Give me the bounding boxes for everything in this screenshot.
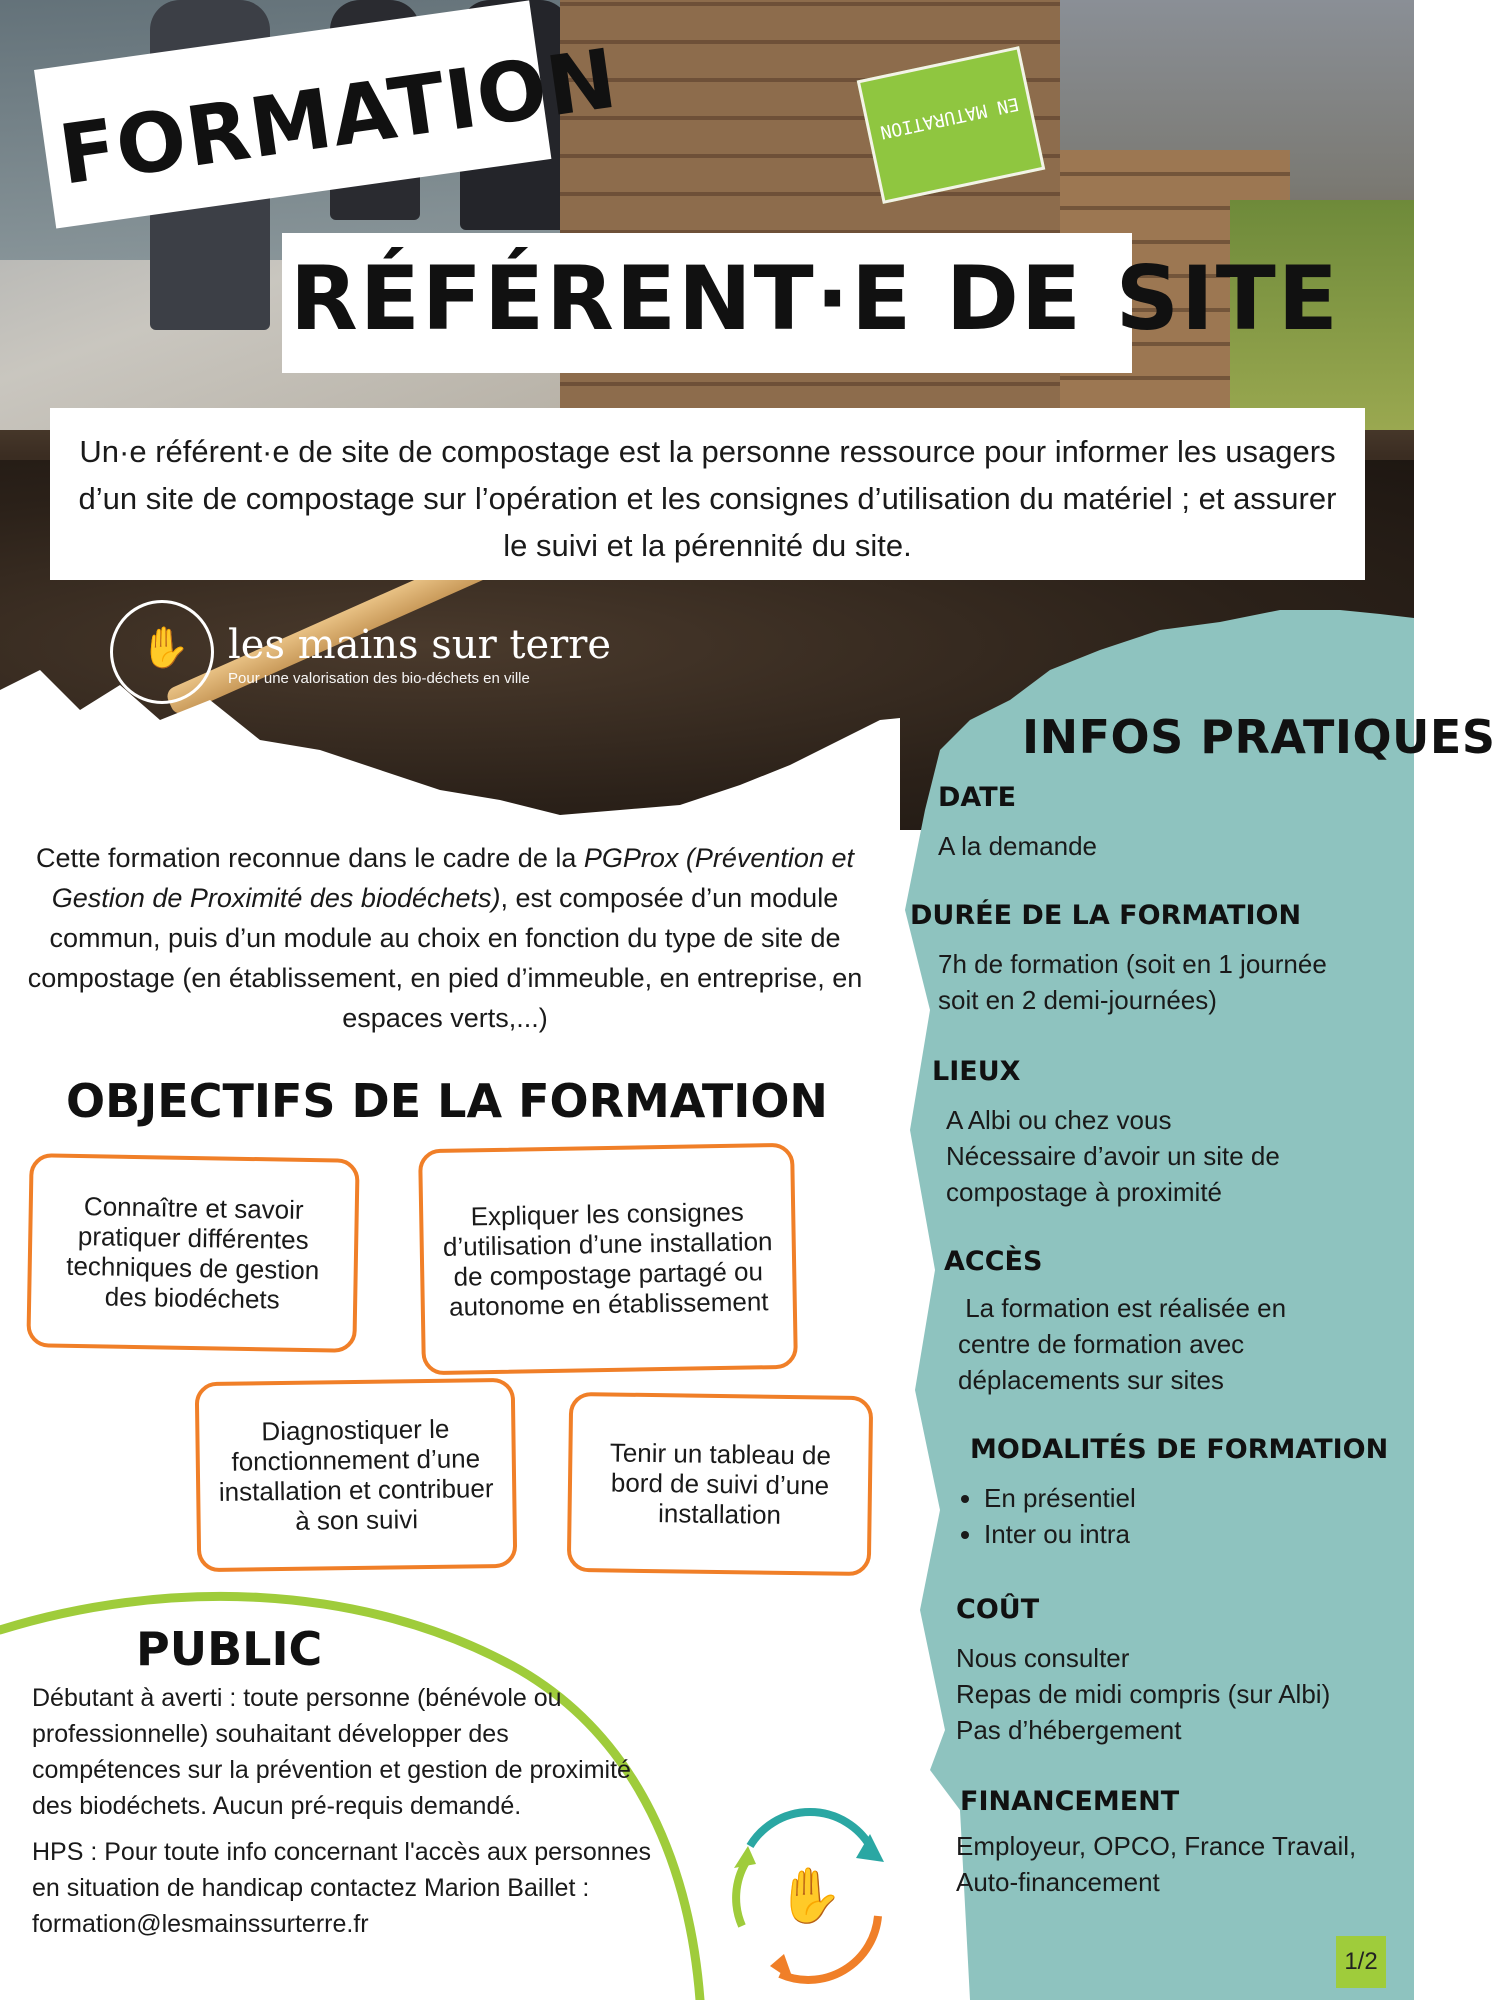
- description-part-2: , est composée d’un module commun, puis d’un module au choix en fonction du type de site de compostage (en établissement, en pied d’immeuble, en entreprise, en espaces verts,...): [27, 883, 863, 1033]
- objective-card: [418, 1143, 798, 1376]
- title-referent-box: [282, 233, 1340, 373]
- modalites-item: • En présentiel: [984, 1480, 1136, 1516]
- public-text-block: [32, 1680, 652, 1952]
- lieux-label: LIEUX: [932, 1056, 1021, 1087]
- modalites-item: • Inter ou intra: [984, 1516, 1136, 1552]
- cout-line-2: Repas de midi compris (sur Albi): [956, 1679, 1331, 1709]
- public-title: PUBLIC: [136, 1622, 323, 1676]
- duree-line-2: soit en 2 demi-journées): [938, 985, 1217, 1015]
- organization-logo: [110, 600, 630, 710]
- description-italic: PGProx (Prévention et Gestion de Proximité des biodéchets): [51, 843, 854, 913]
- objective-card: [26, 1153, 359, 1353]
- date-value: A la demande: [938, 831, 1098, 861]
- cout-line-1: Nous consulter: [956, 1643, 1130, 1673]
- financement-label: FINANCEMENT: [960, 1786, 1180, 1817]
- hands-icon: ✋: [140, 625, 190, 671]
- intro-text: Un·e référent·e de site de compostage est la personne ressource pour informer les usagers d’un site de compostage sur l’opération et les consignes d’utilisation du matériel ; et assurer le suivi et la pérennité du site.: [50, 408, 1365, 580]
- date-label: DATE: [938, 782, 1017, 813]
- objective-text: Expliquer les consignes d’utilisation d’une installation de compostage partagé ou autonome en établissement: [442, 1196, 773, 1322]
- logo-tagline: Pour une valorisation des bio-déchets en ville: [228, 670, 530, 687]
- recycling-hands-icon: [720, 1806, 900, 1986]
- cout-line-3: Pas d’hébergement: [956, 1715, 1182, 1745]
- svg-text:✋: ✋: [776, 1864, 844, 1927]
- title-referent: RÉFÉRENT·E DE SITE: [290, 247, 1340, 350]
- objective-card: [567, 1392, 873, 1576]
- description-part-1: Cette formation reconnue dans le cadre de la: [36, 843, 584, 873]
- logo-name: les mains sur terre: [228, 622, 612, 668]
- photo-sign: EN MATURATION: [857, 46, 1046, 204]
- lieux-line-1: A Albi ou chez vous: [946, 1105, 1172, 1135]
- acces-line-1: La formation est réalisée en: [958, 1293, 1287, 1323]
- lieux-line-3: compostage à proximité: [946, 1177, 1223, 1207]
- financement-line-2: Auto-financement: [956, 1867, 1160, 1897]
- objective-card: [195, 1378, 518, 1572]
- modalites-list: [954, 1480, 1136, 1552]
- public-description: Débutant à averti : toute personne (bénévole ou professionnelle) souhaitant développer des compétences sur la prévention et gestion de proximité des biodéchets. Aucun pré-requis demandé.: [32, 1684, 631, 1820]
- infos-panel: [900, 610, 1495, 2000]
- cout-label: COÛT: [956, 1594, 1040, 1625]
- acces-line-2: centre de formation avec: [958, 1329, 1245, 1359]
- objective-text: Tenir un tableau de bord de suivi d’une installation: [609, 1437, 832, 1530]
- lieux-line-2: Nécessaire d’avoir un site de: [946, 1141, 1280, 1171]
- financement-line-1: Employeur, OPCO, France Travail,: [956, 1831, 1357, 1861]
- objectives-title: OBJECTIFS DE LA FORMATION: [66, 1074, 828, 1128]
- title-formation: FORMATION: [53, 31, 623, 204]
- duree-line-1: 7h de formation (soit en 1 journée: [938, 949, 1327, 979]
- page-number-badge: 1/2: [1336, 1936, 1386, 1988]
- duree-label: DURÉE DE LA FORMATION: [910, 900, 1302, 931]
- objective-text: Diagnostiquer le fonctionnement d’une installation et contribuer à son suivi: [218, 1413, 494, 1536]
- modalites-label: MODALITÉS DE FORMATION: [970, 1434, 1389, 1465]
- public-hps: HPS : Pour toute info concernant l'accès aux personnes en situation de handicap contactez Marion Baillet : formation@lesmainssurterre.fr: [32, 1838, 652, 1938]
- acces-label: ACCÈS: [944, 1246, 1043, 1277]
- objective-text: Connaître et savoir pratiquer différentes techniques de gestion des biodéchets: [66, 1191, 320, 1315]
- infos-title: INFOS PRATIQUES: [1022, 710, 1495, 764]
- formation-description: [14, 838, 876, 1038]
- acces-line-3: déplacements sur sites: [958, 1365, 1224, 1395]
